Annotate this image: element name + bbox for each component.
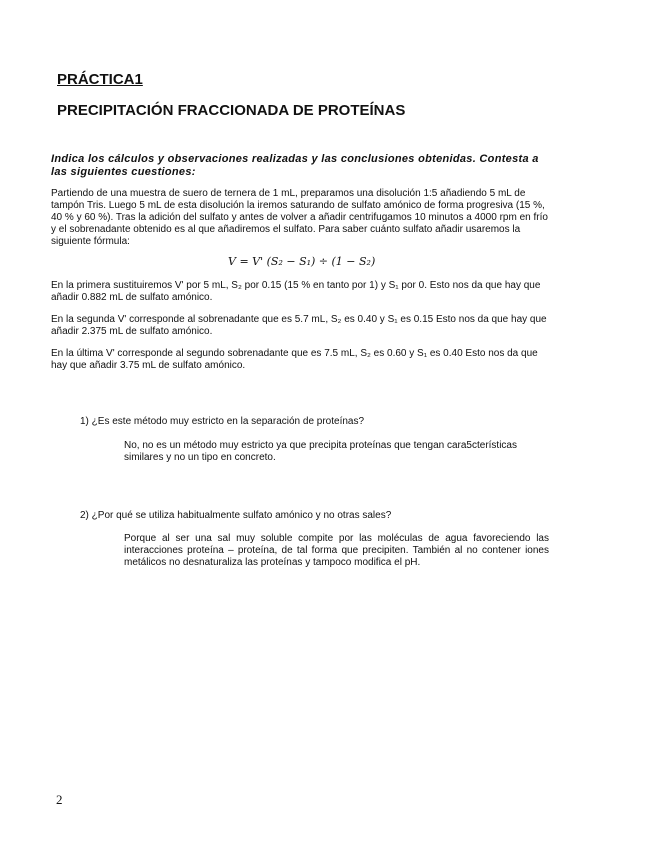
instructions: Indica los cálculos y observaciones realizadas y las conclusiones obtenidas. Contesta a las siguientes cuestiones: [51, 153, 539, 178]
calc-paragraph-3: En la última V' corresponde al segundo sobrenadante que es 7.5 mL, S₂ es 0.60 y S₁ es 0.40 Esto nos da que hay que añadir 3.75 mL de sulfato amónico. [51, 348, 538, 371]
question-1-answer: No, no es un método muy estricto ya que precipita proteínas que tengan cara5cterísticas similares y no un tipo en concreto. [124, 440, 517, 463]
page-number: 2 [56, 792, 63, 807]
formula: V = V' (S₂ − S₁) ÷ (1 − S₂) [228, 255, 376, 268]
calc-paragraph-1: En la primera sustituiremos V' por 5 mL, S₂ por 0.15 (15 % en tanto por 1) y S₁ por 0. Esto nos da que hay que añadir 0.882 mL de sulfato amónico. [51, 280, 541, 303]
document-heading: PRECIPITACIÓN FRACCIONADA DE PROTEÍNAS [57, 102, 406, 119]
calc-paragraph-2: En la segunda V' corresponde al sobrenadante que es 5.7 mL, S₂ es 0.40 y S₁ es 0.15 Esto nos da que hay que añadir 2.375 mL de sulfato amónico. [51, 314, 547, 337]
question-1-label: 1) ¿Es este método muy estricto en la separación de proteínas? [80, 416, 365, 427]
question-2-label: 2) ¿Por qué se utiliza habitualmente sulfato amónico y no otras sales? [80, 510, 392, 521]
question-2-answer: Porque al ser una sal muy soluble compite por las moléculas de agua favoreciendo las interacciones proteína – proteína, de tal forma que precipiten. También al no contener iones metálicos no desnaturaliza las proteínas y tampoco modifica el pH. [124, 533, 549, 568]
intro-paragraph: Partiendo de una muestra de suero de ternera de 1 mL, preparamos una disolución 1:5 añadiendo 5 mL de tampón Tris. Luego 5 mL de esta disolución la iremos saturando de sulfato amónico de forma progresiva (15 %, 40 % y 60 %). Tras la adición del sulfato y antes de volver a añadir centrifugamos 10 minutos a 4000 rpm en frío y el sobrenadante obtenido es al que añadiremos el sulfato. Para saber cuánto sulfato añadir usaremos la siguiente fórmula: [51, 188, 548, 247]
page-title: PRÁCTICA1 [57, 71, 143, 88]
